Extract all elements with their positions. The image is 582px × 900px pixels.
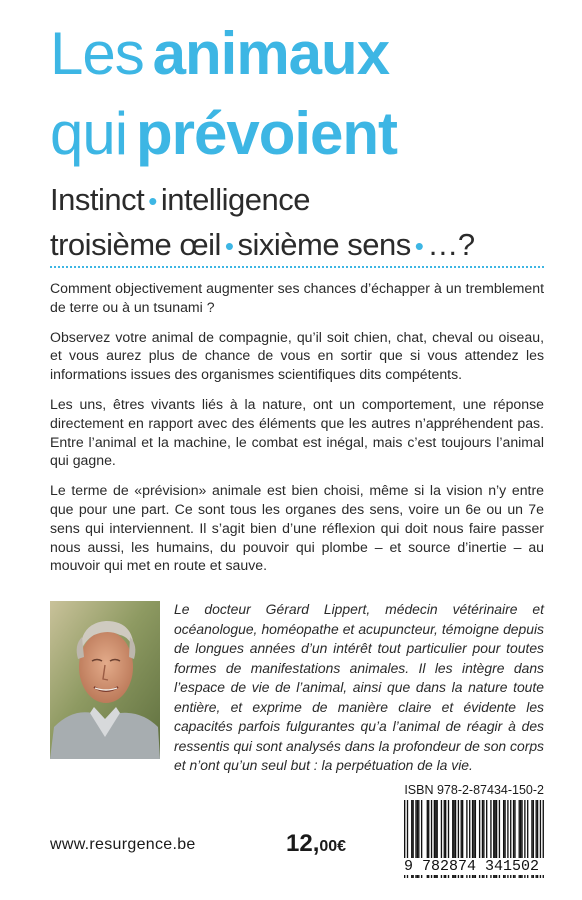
subtitle-intelligence: intelligence [160,182,310,217]
price-cents: 00€ [319,838,347,855]
subtitle-instinct: Instinct [50,182,145,217]
title-line-1 [50,22,550,102]
title-word-prevoient: prévoient [135,100,398,167]
subtitle-sixieme-sens: sixième sens [237,227,411,262]
barcode-digits: 9 782874 341502 [404,858,544,875]
author-portrait-icon [50,601,160,759]
subtitle-ellipsis: …? [427,227,475,262]
subtitle-troisieme-oeil: troisième œil [50,227,221,262]
blurb-paragraph: Les uns, êtres vivants liés à la nature, ont un comportement, une réponse directement en rapport avec des éléments que les autres n’appréhendent pas. Entre l’animal et la machine, le combat est inégal, mais c’est toujours l’animal qui gagne. [50,395,544,469]
bullet-icon: • [414,231,424,261]
author-portrait [50,601,160,759]
book-title [50,22,550,182]
blurb-paragraph: Observez votre animal de compagnie, qu’il soit chien, chat, cheval ou oiseau, et vous aurez plus de chance de vous en sortir que si vous attendez les informations issues des organismes scientifiques dits compétents. [50,328,544,383]
isbn-number: ISBN 978-2-87434-150-2 [404,783,544,797]
price-main: 12, [286,830,320,857]
title-word-animaux: animaux [152,20,390,87]
blurb [50,279,544,586]
book-subtitle [50,178,550,268]
title-line-2 [50,102,550,182]
dotted-divider [50,266,544,268]
blurb-paragraph: Comment objectivement augmenter ses chances d’échapper à un tremblement de terre ou à un tsunami ? [50,280,544,315]
author-bio: Le docteur Gérard Lippert, médecin vétérinaire et océanologue, homéopathe et acupuncteur, témoigne depuis de longues années d’un intérêt tout particulier pour toutes formes de manifestations animales. Il les intègre dans l’espace de vie de l’animal, ainsi que dans la nature toute entière, et exprime de manière claire et évidente les capacités parfois fulgurantes qu’a l’animal de réagir à des ressentis qui sont analysés dans la profondeur de son corps et n’ont qu’un seul but : la perpétuation de la vie. [174,601,544,773]
bullet-icon: • [148,186,157,216]
publisher-website: www.resurgence.be [50,836,196,853]
subtitle-line-1 [50,178,550,223]
book-price [286,830,346,858]
title-word-les: Les [50,20,144,87]
bullet-icon: • [224,231,234,261]
subtitle-line-2 [50,223,550,268]
title-word-qui: qui [50,100,128,167]
blurb-paragraph: Le terme de «prévision» animale est bien choisi, même si la vision n’y entre que pour une part. Ce sont tous les organes des sens, voire un 6e ou un 7e sens qui interviennent. Il s’agit bien d’une réflexion qui doit nous faire passer nous aussi, les humains, du pouvoir qui plombe – et source d’inertie – au mouvoir qui met en route et sauve. [50,482,544,574]
